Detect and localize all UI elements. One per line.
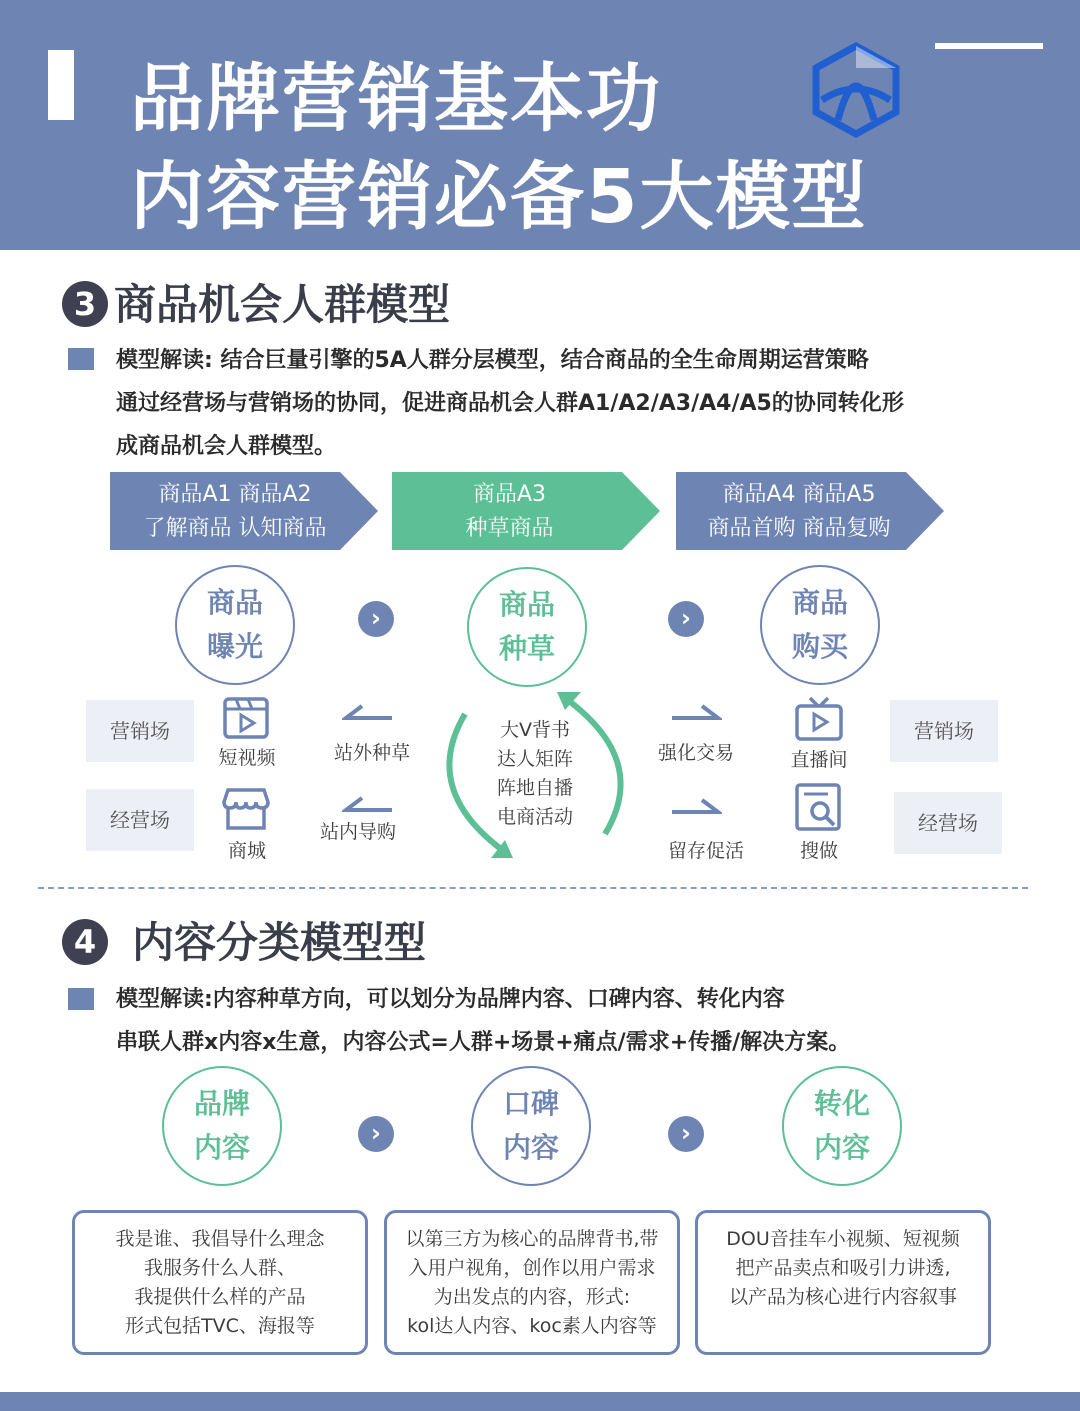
- circle-conv-l2: 内容: [813, 1131, 870, 1164]
- desc-conv-line-1: DOU音挂车小视频、短视频: [726, 1228, 960, 1250]
- circle-exposure-l1: 商品: [206, 586, 263, 619]
- stage-arrow-a3: [392, 472, 662, 550]
- circle-brand-l2: 内容: [193, 1131, 250, 1164]
- section4-number: 4: [62, 919, 108, 965]
- stage-a4-a5-line2: 商品首购 商品复购: [707, 516, 891, 541]
- stage-a1-a2-line2: 了解商品 认知商品: [143, 516, 327, 541]
- footer-bar: [0, 1392, 1080, 1411]
- next-arrow-icon: ›: [668, 1116, 704, 1152]
- desc-wom-line-2: 入用户视角，创作以用户需求: [408, 1257, 656, 1279]
- desc-brand-line-1: 我是谁、我倡导什么理念: [115, 1228, 325, 1250]
- stage-a4-a5-line1: 商品A4 商品A5: [722, 482, 876, 507]
- tag-marketing-right: 营销场: [890, 700, 998, 762]
- section-divider: [38, 887, 1028, 889]
- section3-bullet-square: [68, 348, 94, 370]
- circle-word-of-mouth: [471, 1066, 591, 1186]
- circle-brand-content: [162, 1066, 282, 1186]
- next-arrow-icon: ›: [668, 601, 704, 637]
- arrow-left-icon: [342, 794, 394, 814]
- center-strategy-list: [480, 716, 590, 832]
- title-line-2: 内容营销必备5大模型: [130, 154, 868, 240]
- label-live-room: 直播间: [790, 749, 848, 771]
- tv-live-icon: [794, 696, 844, 742]
- circle-wom-l1: 口碑: [502, 1087, 559, 1120]
- store-icon: [222, 786, 270, 832]
- desc-wom-line-3: 为出发点的内容，形式:: [433, 1286, 631, 1308]
- desc-wom-line-1: 以第三方为核心的品牌背书,带: [405, 1228, 659, 1250]
- section4-title-text: 内容分类模型型: [132, 918, 427, 967]
- circle-conversion-content: [782, 1066, 902, 1186]
- arrow-left-icon: [342, 702, 394, 722]
- circle-brand-l1: 品牌: [193, 1087, 250, 1120]
- desc-brand-line-3: 我提供什么样的产品: [134, 1286, 306, 1308]
- next-arrow-icon: ›: [358, 601, 394, 637]
- desc-box-conversion: [695, 1210, 991, 1355]
- section3-para-line-3: 成商品机会人群模型。: [116, 434, 337, 459]
- title-line-1: 品牌营销基本功: [130, 56, 662, 142]
- brand-logo-icon: [808, 42, 904, 138]
- circle-seeding-l2: 种草: [498, 632, 555, 665]
- desc-brand-line-2: 我服务什么人群、: [143, 1257, 296, 1279]
- desc-brand-line-4: 形式包括TVC、海报等: [125, 1315, 315, 1337]
- stage-arrow-a4-a5: [676, 472, 946, 550]
- stage-a3-line2: 种草商品: [465, 516, 554, 541]
- circle-purchase-l1: 商品: [791, 586, 848, 619]
- decor-line: [935, 43, 1043, 49]
- circle-purchase: [760, 565, 880, 685]
- desc-wom-line-4: kol达人内容、koc素人内容等: [407, 1315, 657, 1337]
- section4-title: [62, 910, 426, 970]
- desc-conv-line-3: 以产品为核心进行内容叙事: [728, 1286, 957, 1308]
- arrow-right-icon: [670, 702, 722, 722]
- label-onsite-guide: 站内导购: [319, 821, 396, 843]
- label-short-video: 短视频: [218, 747, 276, 769]
- tag-marketing-left: 营销场: [86, 700, 194, 762]
- circle-exposure-l2: 曝光: [206, 630, 263, 663]
- label-retention: 留存促活: [667, 840, 744, 862]
- section4-para-line-1: 模型解读:内容种草方向，可以划分为品牌内容、口碑内容、转化内容: [116, 987, 785, 1012]
- label-search: 搜做: [799, 840, 838, 862]
- header-banner: [0, 0, 1080, 250]
- section4-para-line-2: 串联人群x内容x生意，内容公式=人群+场景+痛点/需求+传播/解决方案。: [116, 1030, 851, 1055]
- section3-para-line-2: 通过经营场与营销场的协同，促进商品机会人群A1/A2/A3/A4/A5的协同转化形: [116, 391, 904, 416]
- stage-a3-line1: 商品A3: [472, 482, 547, 507]
- section4-bullet-square: [68, 988, 94, 1010]
- title-bar-accent: [48, 50, 74, 120]
- stage-a1-a2-line1: 商品A1 商品A2: [158, 482, 312, 507]
- desc-box-word-of-mouth: [384, 1210, 680, 1355]
- search-doc-icon: [794, 782, 844, 832]
- desc-box-brand: [72, 1210, 368, 1355]
- desc-conv-line-2: 把产品卖点和吸引力讲透,: [735, 1257, 951, 1279]
- tag-business-right: 经营场: [894, 792, 1002, 854]
- section3-title-text: 商品机会人群模型: [114, 280, 451, 329]
- section3-title: [62, 272, 450, 332]
- circle-purchase-l2: 购买: [791, 630, 848, 663]
- circle-wom-l2: 内容: [502, 1131, 559, 1164]
- next-arrow-icon: ›: [358, 1116, 394, 1152]
- video-clapper-icon: [222, 696, 270, 740]
- stage-arrow-a1-a2: [110, 472, 380, 550]
- tag-business-left: 经营场: [86, 789, 194, 851]
- label-strengthen-trade: 强化交易: [657, 742, 734, 764]
- label-mall: 商城: [227, 840, 266, 862]
- center-line-1: 大V背书: [500, 719, 570, 741]
- circle-seeding-l1: 商品: [498, 588, 555, 621]
- circle-seeding: [467, 567, 587, 687]
- section3-number: 3: [62, 281, 108, 327]
- arrow-right-icon: [670, 796, 722, 816]
- center-line-4: 电商活动: [496, 806, 573, 828]
- circle-exposure: [175, 565, 295, 685]
- section3-para-line-1: 模型解读: 结合巨量引擎的5A人群分层模型，结合商品的全生命周期运营策略: [116, 348, 869, 373]
- label-offsite-seeding: 站外种草: [333, 742, 410, 764]
- circle-conv-l1: 转化: [813, 1087, 870, 1120]
- center-line-3: 阵地自播: [496, 777, 573, 799]
- center-line-2: 达人矩阵: [496, 748, 573, 770]
